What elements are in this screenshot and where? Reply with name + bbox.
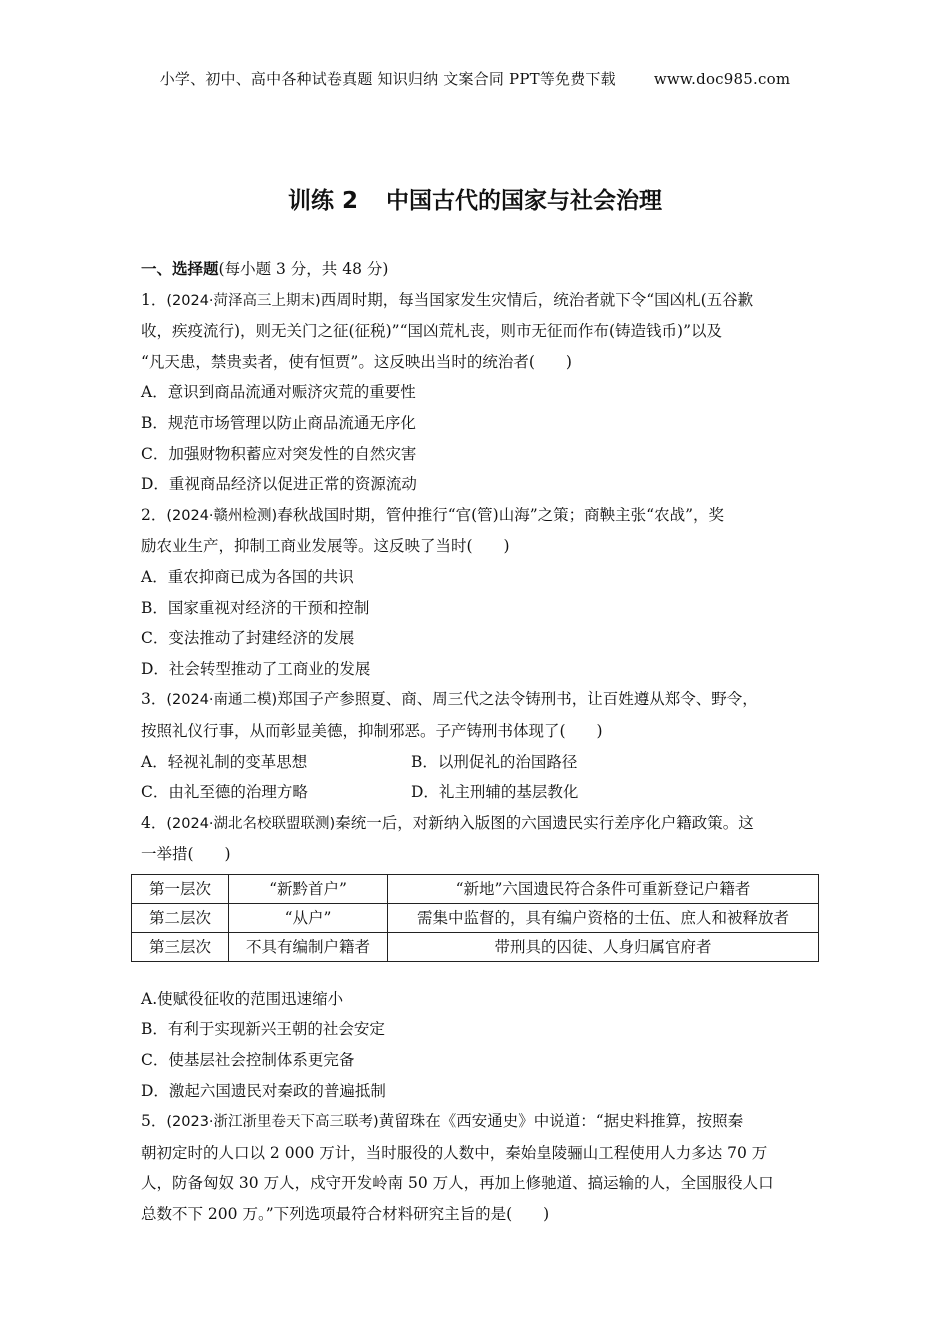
- question-number: 1．: [141, 290, 167, 309]
- option-c[interactable]: C．由礼至德的治理方略: [141, 783, 308, 802]
- section-heading: [141, 254, 813, 285]
- question-text: 郑国子产参照夏、商、周三代之法令铸刑书，让百姓遵从郑令、野令，: [277, 690, 758, 709]
- option-d[interactable]: D．重视商品经济以促进正常的资源流动: [141, 475, 417, 494]
- question-text: 黄留珠在《西安通史》中说道：“据史料推算，按照秦: [378, 1112, 744, 1131]
- question-5: [141, 1106, 813, 1229]
- table-row: [132, 932, 819, 961]
- section-label: 一、选择题: [141, 260, 219, 278]
- option-row: [141, 777, 813, 808]
- question-number: 2．: [141, 505, 167, 524]
- table-cell: “新黔首户”: [229, 874, 388, 903]
- option-a[interactable]: A．重农抑商已成为各国的共识: [141, 567, 354, 586]
- option-b[interactable]: B．以刑促礼的治国路径: [411, 752, 578, 771]
- question-list: [141, 254, 813, 1230]
- table-cell: “新地”六国遗民符合条件可重新登记户籍者: [388, 874, 819, 903]
- title-part2: 中国古代的国家与社会治理: [386, 188, 662, 214]
- option-b[interactable]: B．规范市场管理以防止商品流通无序化: [141, 413, 416, 432]
- question-source: (2024·赣州检测): [166, 507, 278, 524]
- question-line: [141, 500, 813, 532]
- question-source: (2024·南通二模): [166, 692, 278, 709]
- question-text: 秦统一后，对新纳入版图的六国遗民实行差序化户籍政策。这: [335, 813, 754, 832]
- page-title: [0, 182, 950, 215]
- table-cell: 带刑具的囚徒、人身归属官府者: [388, 932, 819, 961]
- option-c[interactable]: C．变法推动了封建经济的发展: [141, 629, 355, 648]
- table-cell: 不具有编制户籍者: [229, 932, 388, 961]
- question-2: [141, 500, 813, 685]
- title-part1: 训练 2: [287, 188, 358, 214]
- table-cell: 需集中监督的，具有编户资格的士伍、庶人和被释放者: [388, 903, 819, 932]
- table-cell: 第一层次: [132, 874, 229, 903]
- header-text: 小学、初中、高中各种试卷真题 知识归纳 文案合同 PPT等免费下载: [159, 70, 616, 88]
- question-line: 朝初定时的人口以 2 000 万计，当时服役的人数中，秦始皇陵骊山工程使用人力多达 70 万: [141, 1143, 768, 1162]
- option-a[interactable]: A．轻视礼制的变革思想: [141, 752, 308, 771]
- question-number: 4．: [141, 813, 167, 832]
- option-c[interactable]: C．使基层社会控制体系更完备: [141, 1051, 355, 1070]
- option-b[interactable]: B．国家重视对经济的干预和控制: [141, 598, 370, 617]
- question-line: [141, 684, 813, 716]
- question-1: [141, 285, 813, 500]
- household-table: [131, 874, 819, 962]
- question-line: [141, 1106, 813, 1138]
- question-source: (2024·菏泽高三上期末): [166, 292, 321, 309]
- header-site-link[interactable]: www.doc985.com: [653, 70, 791, 88]
- table-cell: “从户”: [229, 903, 388, 932]
- question-line: 一举措( ): [141, 845, 231, 864]
- question-line: 励农业生产，抑制工商业发展等。这反映了当时( ): [141, 537, 510, 556]
- question-line: 人，防备匈奴 30 万人，戍守开发岭南 50 万人，再加上修驰道、搞运输的人，全国服役人口: [141, 1174, 774, 1193]
- question-line: [141, 285, 813, 317]
- option-d[interactable]: D．激起六国遗民对秦政的普遍抵制: [141, 1081, 386, 1100]
- page-header: [0, 68, 950, 89]
- option-a[interactable]: A．意识到商品流通对赈济灾荒的重要性: [141, 383, 416, 402]
- option-b[interactable]: B．有利于实现新兴王朝的社会安定: [141, 1020, 385, 1039]
- question-line: “凡天患，禁贵卖者，使有恒贾”。这反映出当时的统治者( ): [141, 352, 572, 371]
- question-line: 总数不下 200 万。”下列选项最符合材料研究主旨的是( ): [141, 1205, 550, 1224]
- question-text: 春秋战国时期，管仲推行“官(管)山海”之策；商鞅主张“农战”，奖: [277, 505, 724, 524]
- question-source: (2024·湖北名校联盟联测): [166, 815, 336, 832]
- question-line: [141, 808, 813, 840]
- question-number: 3．: [141, 690, 167, 709]
- question-number: 5．: [141, 1112, 167, 1131]
- table-row: [132, 903, 819, 932]
- table-cell: 第三层次: [132, 932, 229, 961]
- option-a[interactable]: A.使赋役征收的范围迅速缩小: [141, 989, 344, 1008]
- question-line: 收，疾疫流行)，则无关门之征(征税)”“国凶荒札丧，则市无征而作布(铸造钱币)”以及: [141, 322, 723, 341]
- section-note: (每小题 3 分，共 48 分): [218, 260, 389, 278]
- option-row: [141, 747, 813, 778]
- question-line: 按照礼仪行事，从而彰显美德，抑制邪恶。子产铸刑书体现了( ): [141, 721, 603, 740]
- question-text: 西周时期，每当国家发生灾情后，统治者就下令“国凶札(五谷歉: [320, 290, 754, 309]
- question-source: (2023·浙江浙里卷天下高三联考): [166, 1114, 379, 1131]
- option-d[interactable]: D．礼主刑辅的基层教化: [411, 783, 579, 802]
- option-c[interactable]: C．加强财物积蓄应对突发性的自然灾害: [141, 444, 417, 463]
- table-cell: 第二层次: [132, 903, 229, 932]
- question-4: [141, 808, 813, 1107]
- table-row: [132, 874, 819, 903]
- question-3: [141, 684, 813, 807]
- option-d[interactable]: D．社会转型推动了工商业的发展: [141, 659, 371, 678]
